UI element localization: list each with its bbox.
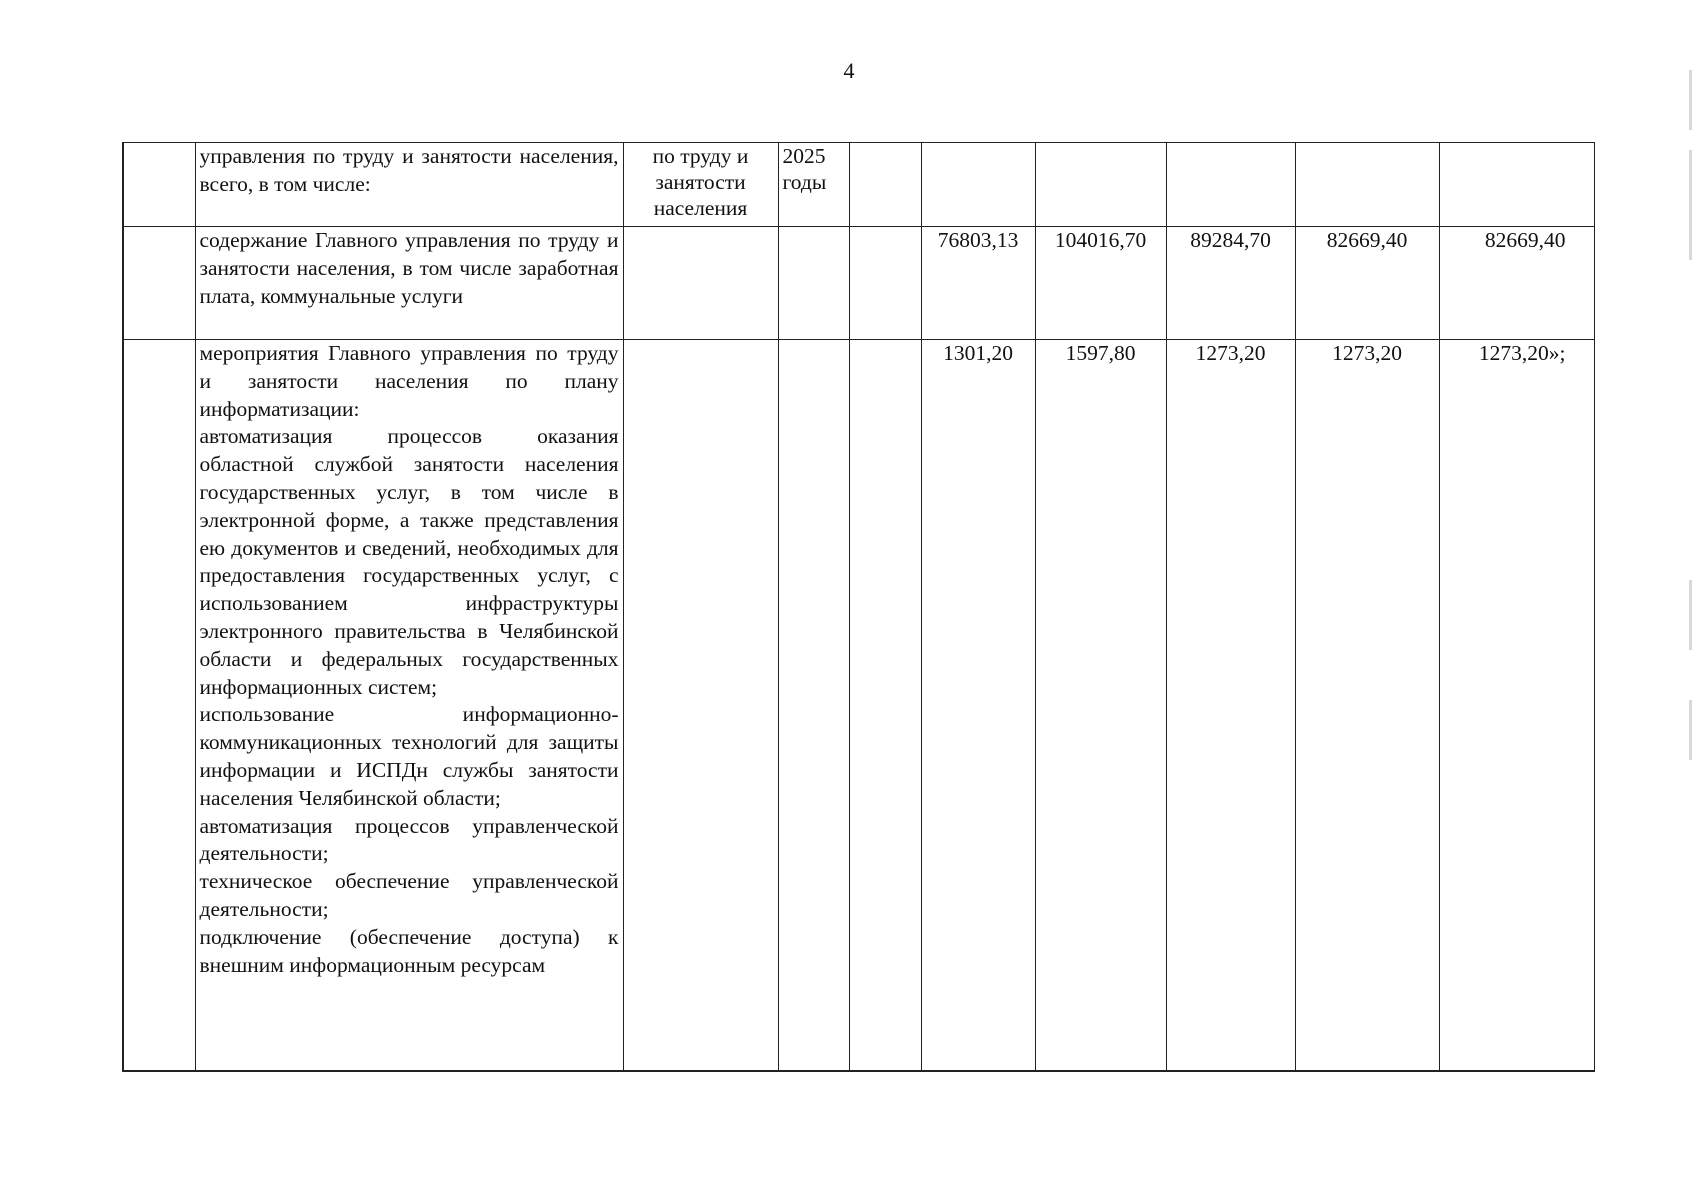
empty-cell — [849, 227, 921, 340]
scan-artifact — [1689, 150, 1692, 260]
value-cell: 1301,20 — [921, 340, 1035, 1071]
table-row — [123, 227, 1594, 340]
event-name-text: подключение (обеспечение доступа) к внешним информационным ресурсам — [199, 924, 619, 977]
value-cell: 1273,20»; — [1439, 340, 1594, 1071]
table-row — [123, 143, 1594, 227]
value-cell: 82669,40 — [1295, 227, 1439, 340]
row-number-cell — [123, 143, 195, 227]
executor-cell: по труду и занятости населения — [623, 143, 778, 227]
empty-cell — [849, 340, 921, 1071]
event-name-cell — [195, 227, 623, 340]
row-number-cell — [123, 227, 195, 340]
value-cell — [1166, 143, 1295, 227]
value-cell — [1439, 143, 1594, 227]
event-name-text: управления по труду и занятости населения, всего, в том числе: — [199, 144, 619, 196]
years-cell — [778, 227, 849, 340]
executor-cell — [623, 227, 778, 340]
value-cell: 1273,20 — [1295, 340, 1439, 1071]
years-cell: 2025 годы — [778, 143, 849, 227]
value-cell: 104016,70 — [1035, 227, 1166, 340]
years-cell — [778, 340, 849, 1071]
value-cell: 76803,13 — [921, 227, 1035, 340]
page-number: 4 — [843, 58, 855, 83]
table-row — [123, 340, 1594, 1071]
value-cell: 1597,80 — [1035, 340, 1166, 1071]
scan-artifact — [1689, 70, 1692, 130]
event-name-text: техническое обеспечение управленческой деятельности; — [199, 869, 619, 921]
value-cell — [1035, 143, 1166, 227]
event-name-text: мероприятия Главного управления по труду и занятости населения по плану информатизации: — [199, 341, 619, 421]
empty-cell — [849, 143, 921, 227]
event-name-text: автоматизация процессов оказания областной службой занятости населения государственных услуг, в том числе в электронной форме, а также представления ею документов и сведений, необходимых для предоставления государственных услуг, с использованием инфраструктуры электронного правительства в Челябинской области и федеральных государственных информационных систем; — [199, 424, 619, 699]
value-cell: 1273,20 — [1166, 340, 1295, 1071]
value-cell: 89284,70 — [1166, 227, 1295, 340]
value-cell — [921, 143, 1035, 227]
value-cell — [1295, 143, 1439, 227]
event-name-text: использование информационно-коммуникационных технологий для защиты информации и ИСПДн службы занятости населения Челябинской области; — [199, 702, 619, 810]
program-table — [122, 142, 1595, 1072]
event-name-text: автоматизация процессов управленческой деятельности; — [199, 813, 619, 866]
scan-artifact — [1689, 580, 1692, 650]
event-name-cell — [195, 340, 623, 1071]
value-cell: 82669,40 — [1439, 227, 1594, 340]
event-name-text: содержание Главного управления по труду и занятости населения, в том числе заработная плата, коммунальные услуги — [199, 228, 619, 308]
scan-artifact — [1689, 700, 1692, 760]
event-name-cell — [195, 143, 623, 227]
row-number-cell — [123, 340, 195, 1071]
executor-cell — [623, 340, 778, 1071]
